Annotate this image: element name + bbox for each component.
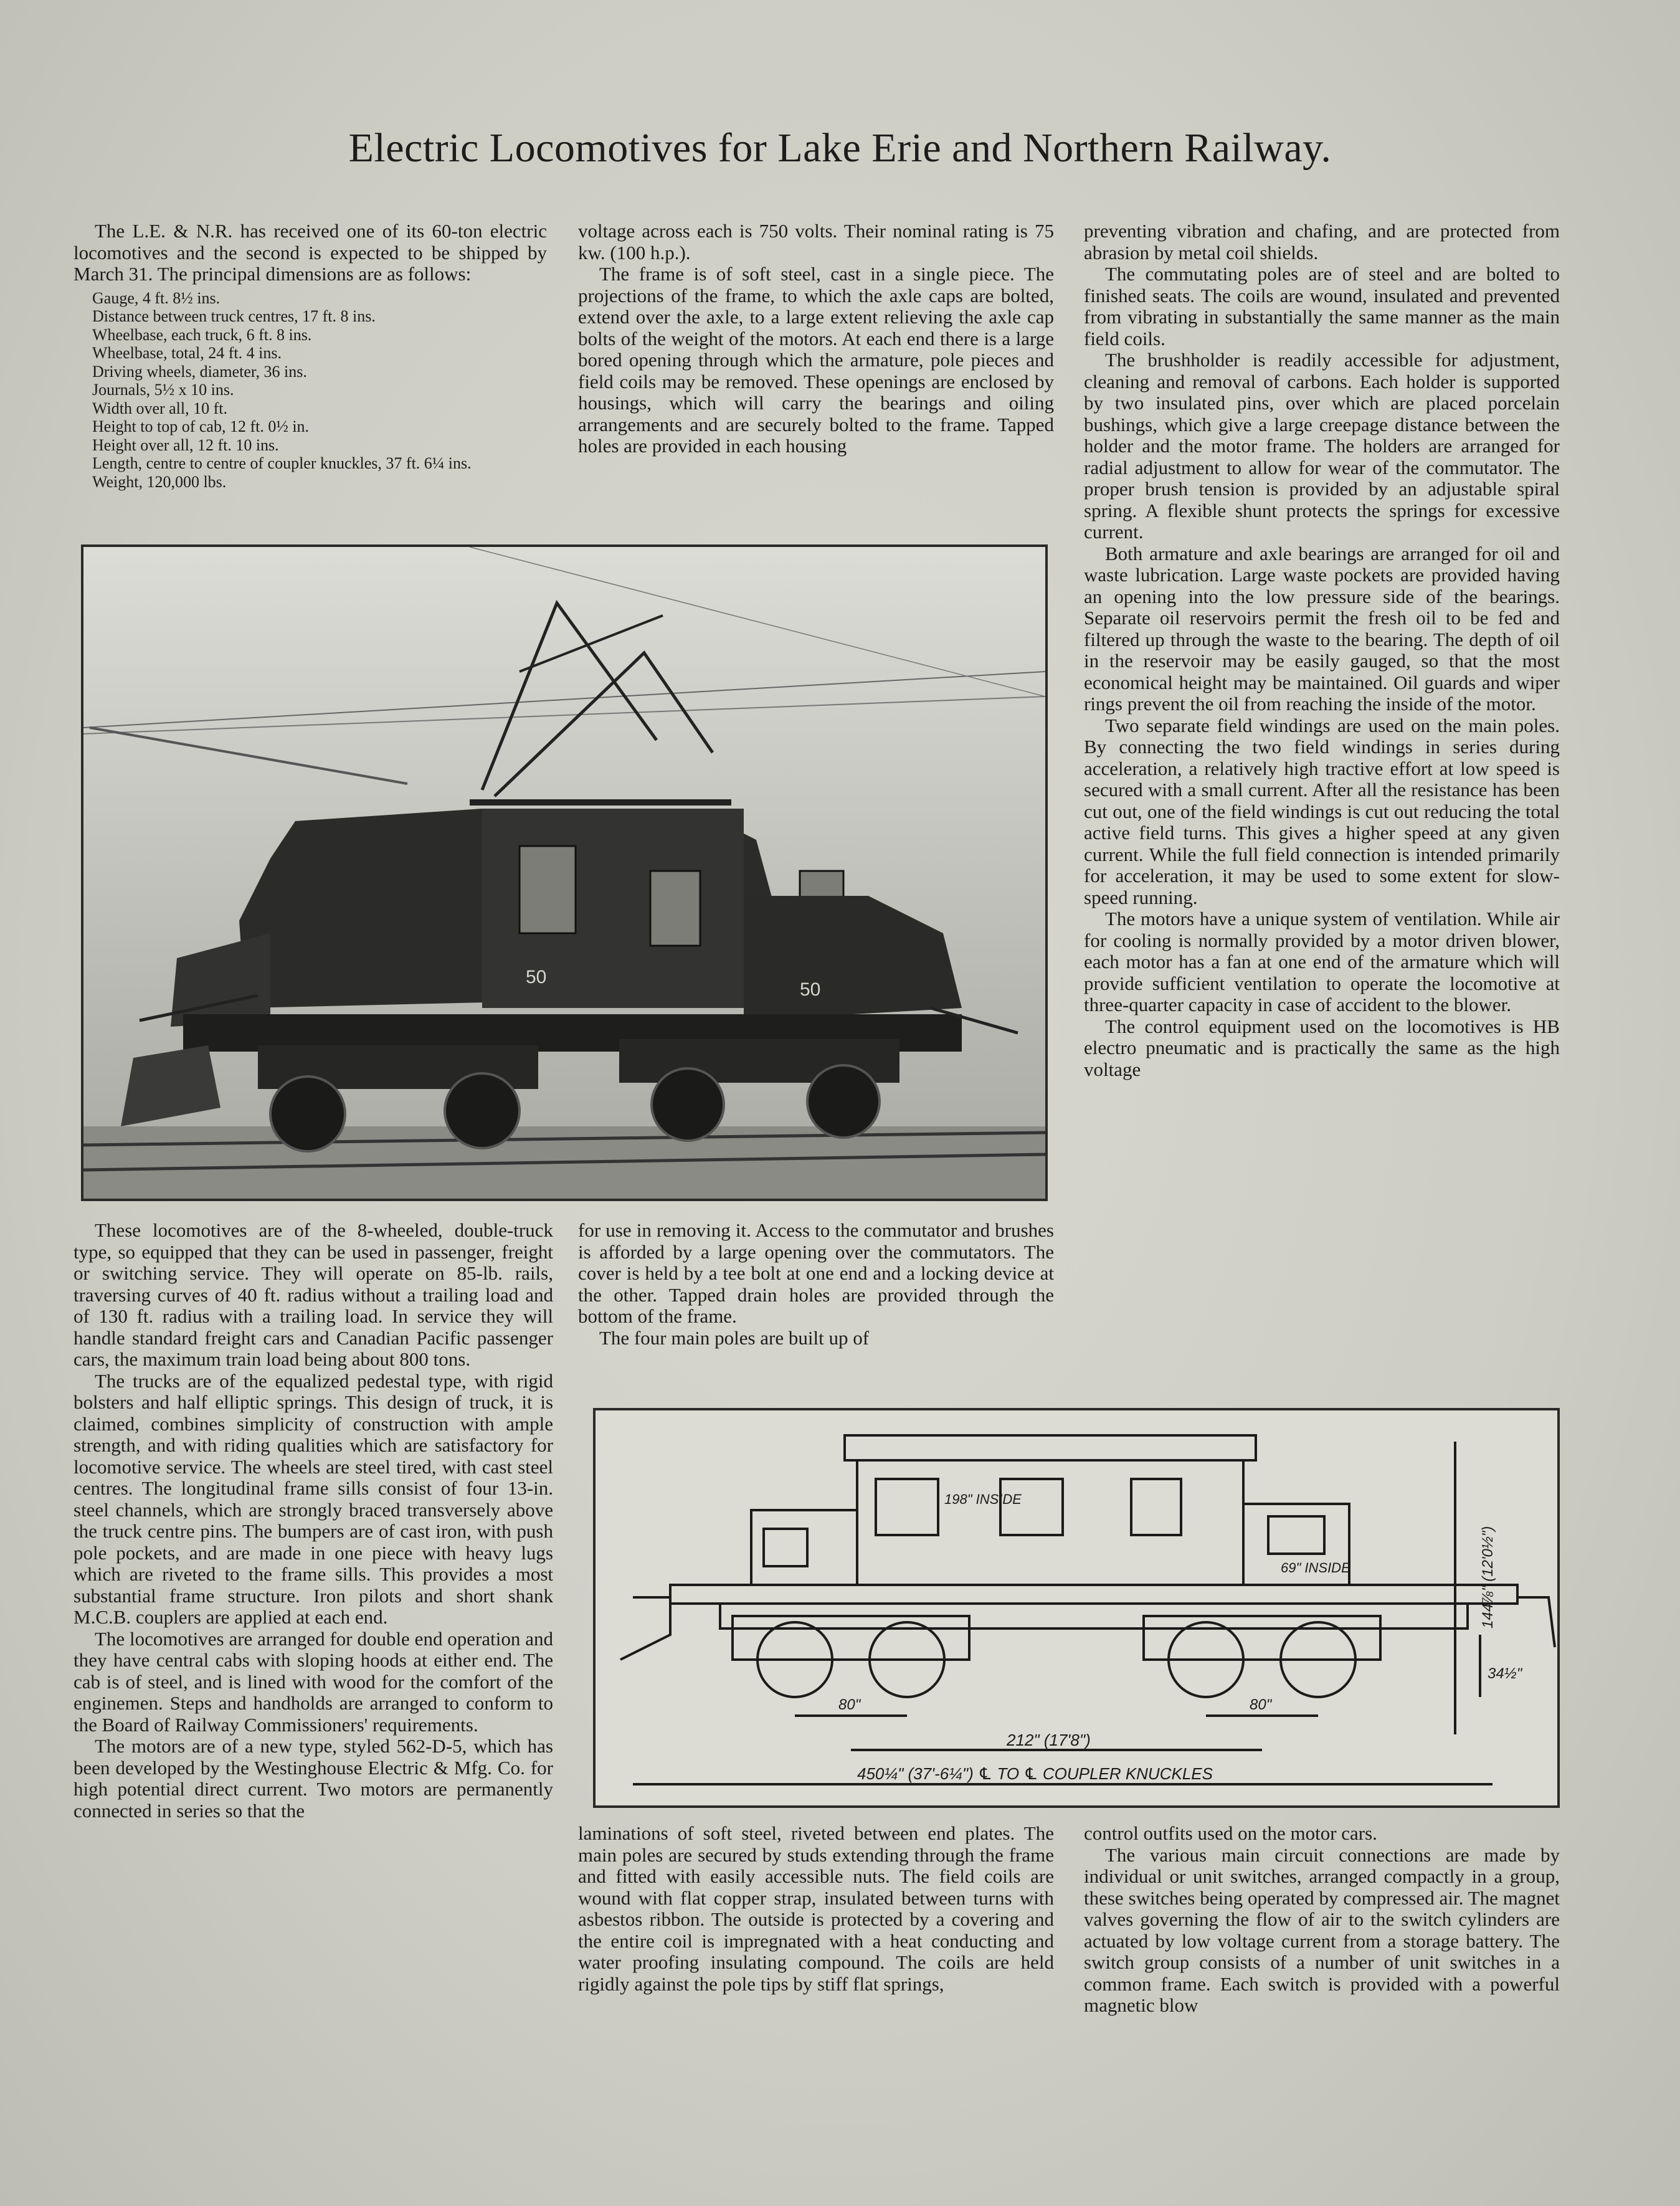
dimension-item: Height over all, 12 ft. 10 ins. (92, 435, 279, 454)
dimension-item: Length, centre to centre of coupler knuckles, 37 ft. 6¼ ins. (92, 454, 472, 472)
paragraph: voltage across each is 750 volts. Their nominal rating is 75 kw. (100 h.p.). (578, 220, 1054, 264)
paragraph: The commutating poles are of steel and are bolted to finished seats. The coils are wound, insulated and prevented from vibrating in substantially the same manner as the main field coils. (1084, 263, 1560, 349)
elevation-drawing-svg (596, 1410, 1557, 1805)
dimension-198-label: 198" INSIDE (944, 1491, 1022, 1507)
dimension-item: Distance between truck centres, 17 ft. 8 ins. (92, 307, 376, 325)
paragraph: control outfits used on the motor cars. (1084, 1822, 1377, 1844)
dimension-34-label: 34½" (1488, 1665, 1522, 1682)
column-1-bottom (74, 1220, 553, 1822)
paragraph: The motors are of a new type, styled 562-D-5, which has been developed by the Westinghouse Electric & Mfg. Co. for high potential direct current. Two motors are permanently connected in series so that the (74, 1735, 553, 1822)
paragraph: The frame is of soft steel, cast in a single piece. The projections of the frame, to which the axle caps are bolted, extend over the axle, to a large extent relieving the axle cap bolts of the weight of the motors. At each end there is a large bored opening through which the armature, pole pieces and field coils may be removed. These openings are enclosed by housings, which will carry the bearings and oiling arrangements and are securely bolted to the frame. Tapped holes are provided in each housing (578, 263, 1054, 457)
dimension-80-right-label: 80" (1250, 1696, 1272, 1713)
paragraph: The trucks are of the equalized pedestal type, with rigid bolsters and half elliptic springs. This design of truck, it is claimed, combines simplicity of construction with ample strength, and with riding qualities which are satisfactory for locomotive service. The wheels are steel tired, with cast steel centres. The longitudinal frame sills consist of four 13-in. steel channels, which are strongly braced transversely above the truck centre pins. The bumpers are of cast iron, with push pole pockets, and are made in one piece with heavy lugs which are riveted to the frame sills. This provides a most substantial frame structure. Iron pilots and short shank M.C.B. couplers are applied at each end. (74, 1369, 553, 1628)
dimension-height-label: 144⅞" (12'0½") (1479, 1526, 1496, 1628)
paragraph: The locomotives are arranged for double end operation and they have central cabs with sloping hoods at either end. The cab is of steel, and is lined with wood for the comfort of the enginemen. Steps and handholds are arranged to conform to the Board of Railway Commissioners' requirements. (74, 1627, 553, 1736)
paragraph: The four main poles are built up of (599, 1326, 870, 1349)
article-title: Electric Locomotives for Lake Erie and Northern Railway. (348, 125, 1332, 171)
paragraph: Both armature and axle bearings are arranged for oil and waste lubrication. Large waste pockets are provided having an opening into the low pressure side of the bearings. Separate oil reservoirs permit the fresh oil to be fed and filtered up through the waste to the bearing. The depth of oil in the reservoir may be easily gauged, so that the most economical height may be maintained. Oil guards and wiper rings prevent the oil from reaching the inside of the motor. (1084, 542, 1560, 715)
dimension-item: Height to top of cab, 12 ft. 0½ in. (92, 417, 310, 435)
column-3-bottom (1084, 1823, 1560, 2017)
dimension-212-label: 212" (17'8") (1007, 1731, 1091, 1749)
column-3-top (1084, 221, 1560, 1080)
paragraph: The various main circuit connections are made by individual or unit switches, arranged compactly in a group, these switches being operated by compressed air. The magnet valves governing the flow of air to the switch cylinders are actuated by low voltage current from a storage battery. The switch group consists of a number of unit switches in a common frame. Each switch is provided with a powerful magnetic blow (1084, 1843, 1560, 2016)
dimension-item: Driving wheels, diameter, 36 ins. (92, 362, 307, 381)
paragraph: preventing vibration and chafing, and are protected from abrasion by metal coil shields. (1084, 220, 1560, 264)
locomotive-photo-illustration (83, 547, 1045, 1199)
dimension-item: Wheelbase, each truck, 6 ft. 8 ins. (92, 325, 312, 344)
dimension-item: Journals, 5½ x 10 ins. (92, 381, 234, 399)
dimension-item: Width over all, 10 ft. (92, 399, 228, 417)
engine-number-right: 50 (800, 979, 821, 1000)
paragraph: Two separate field windings are used on the main poles. By connecting the two field windings in series during acceleration, a relatively high tractive effort at low speed is secured with a small current. After all the resistance has been cut out, one of the field windings is cut out reducing the total active field turns. This gives a higher speed at any given current. While the full field connection is intended primarily for acceleration, it may be used to some extent for slow-speed running. (1084, 714, 1560, 908)
column-1-top (74, 221, 547, 491)
paragraph: The brushholder is readily accessible for adjustment, cleaning and removal of carbons. Each holder is supported by two insulated pins, over which are placed porcelain bushings, which give a large creepage distance between the holder and the motor frame. The holders are arranged for radial adjustment to allow for wear of the commutator. The proper brush tension is provided by an adjustable spiral spring. A flexible shunt protects the springs for excessive current. (1084, 349, 1560, 543)
paragraph: laminations of soft steel, riveted between end plates. The main poles are secured by studs extending through the frame and fitted with easily accessible nuts. The field coils are wound with flat copper strap, insulated between turns with asbestos ribbon. The outside is protected by a covering and the entire coil is impregnated with a heat conducting and water proofing insulating compound. The coils are held rigidly against the pole tips by stiff flat springs, (578, 1822, 1054, 1995)
dimension-450-label: 450¼" (37'-6¼") ℄ TO ℄ COUPLER KNUCKLES (857, 1764, 1213, 1783)
paragraph: for use in removing it. Access to the commutator and brushes is afforded by a large opening over the commutators. The cover is held by a tee bolt at one end and a locking device at the other. Tapped drain holes are provided through the bottom of the frame. (578, 1219, 1054, 1327)
dimension-item: Wheelbase, total, 24 ft. 4 ins. (92, 344, 282, 362)
column-2-top (578, 221, 1054, 457)
intro-paragraph: The L.E. & N.R. has received one of its 60-ton electric locomotives and the second is expected to be shipped by March 31. The principal dimensions are as follows: (74, 220, 547, 285)
paragraph: These locomotives are of the 8-wheeled, double-truck type, so equipped that they can be used in passenger, freight or switching service. They will operate on 85-lb. rails, traversing curves of 40 ft. radius without a trailing load and of 130 ft. radius with a trailing load. In service they will handle standard freight cars and Canadian Pacific passenger cars, the maximum train load being about 800 tons. (74, 1219, 553, 1370)
locomotive-elevation-drawing (593, 1408, 1560, 1808)
dimension-69-label: 69" INSIDE (1281, 1560, 1350, 1576)
locomotive-photo (81, 544, 1048, 1201)
dimension-item: Gauge, 4 ft. 8½ ins. (92, 288, 221, 307)
dimension-item: Weight, 120,000 lbs. (92, 472, 227, 491)
dimension-80-left-label: 80" (838, 1696, 861, 1713)
column-2-mid (578, 1220, 1054, 1349)
paragraph: The motors have a unique system of ventilation. While air for cooling is normally provided by a motor driven blower, each motor has a fan at one end of the armature which will provide sufficient ventilation to operate the locomotive at three-quarter capacity in case of accident to the blower. (1084, 908, 1560, 1015)
dimensions-list (74, 289, 547, 492)
paragraph: The control equipment used on the locomotives is HB electro pneumatic and is practically the same as the high voltage (1084, 1015, 1560, 1080)
engine-number-left: 50 (526, 967, 547, 987)
column-2-bottom (578, 1823, 1054, 1995)
